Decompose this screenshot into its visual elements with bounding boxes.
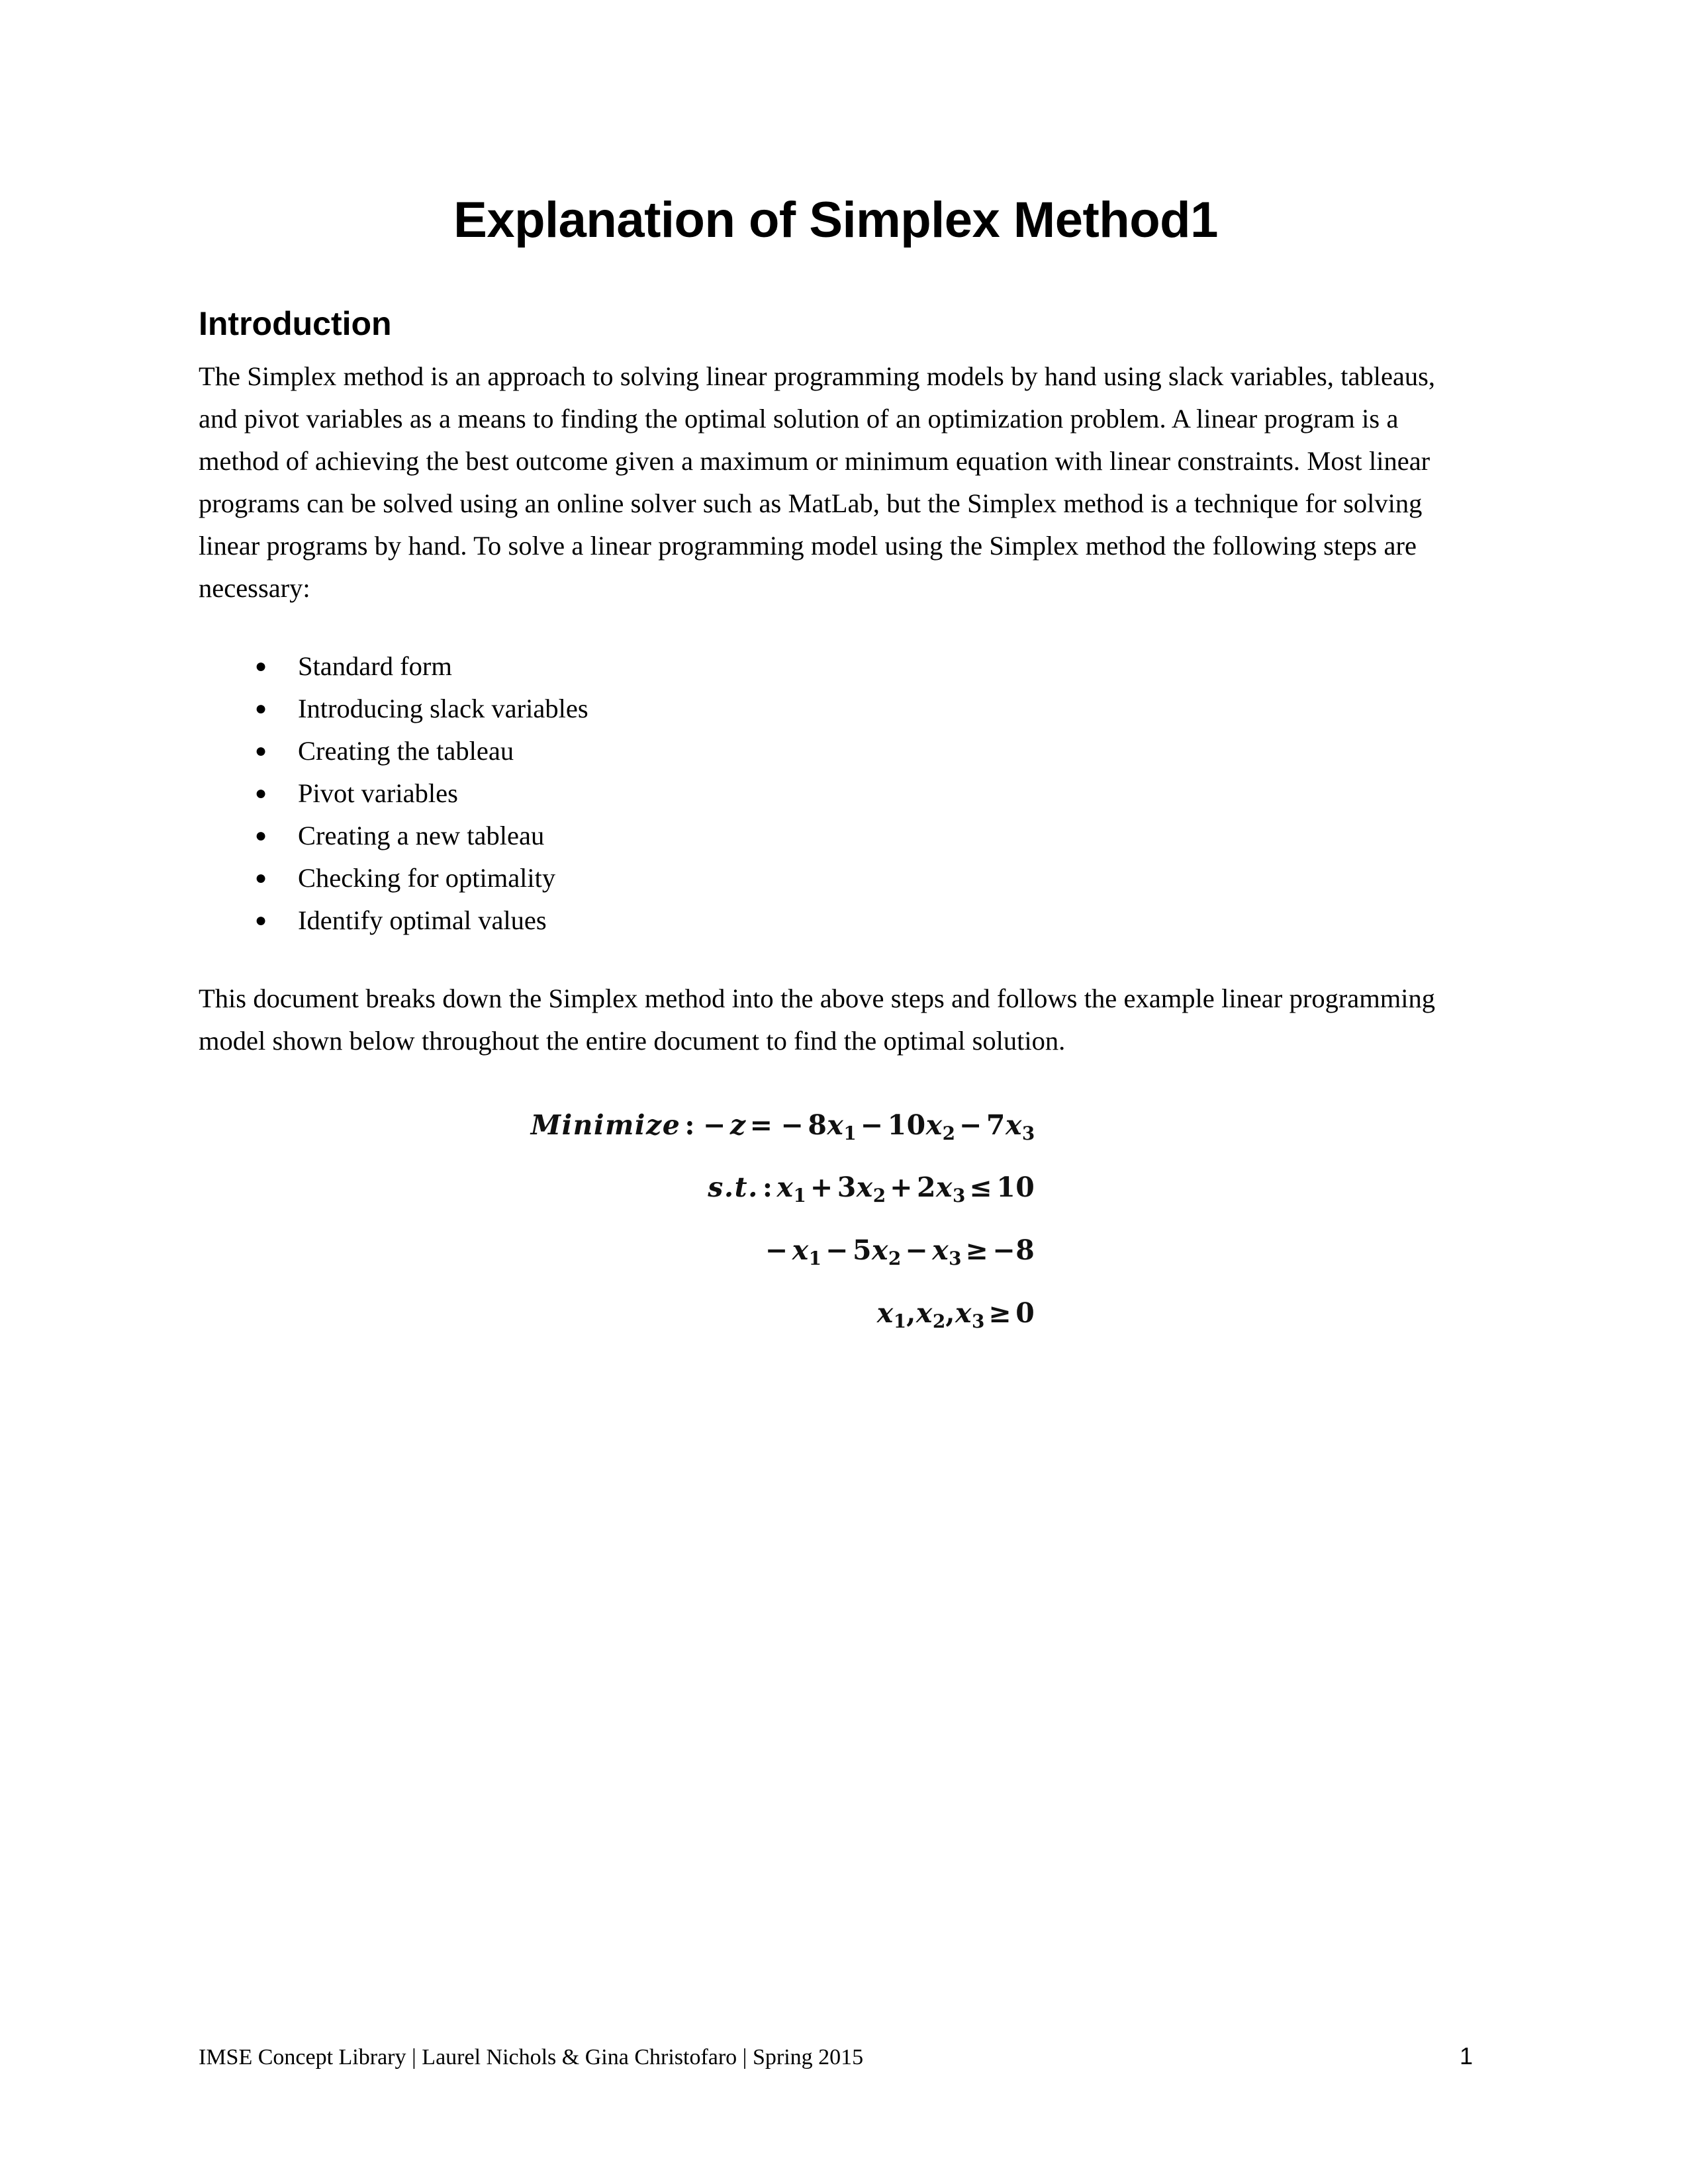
- coefficient: 5: [852, 1234, 872, 1267]
- spacer: [199, 610, 1473, 645]
- subscript: 2: [942, 1122, 956, 1144]
- minus-sign: −: [780, 1109, 804, 1141]
- subscript: 2: [872, 1185, 886, 1207]
- variable: x: [871, 1234, 888, 1267]
- minus-sign: −: [860, 1109, 884, 1141]
- list-item-label: Creating a new tableau: [298, 820, 545, 850]
- subscript: 1: [808, 1248, 822, 1269]
- bullet-icon: ●: [255, 655, 267, 677]
- list-item: [199, 730, 1473, 772]
- page-footer: [199, 2042, 1473, 2072]
- coefficient: 10: [887, 1109, 926, 1141]
- page-title: Explanation of Simplex Method1: [453, 192, 1218, 248]
- introduction-paragraph-1: The Simplex method is an approach to solving linear programming models by hand using slack variables, tableaus, and pivot variables as a means to finding the optimal solution of an optimization problem. A linear program is a method of achieving the best outcome given a maximum or minimum equation with linear constraints. Most linear programs can be solved using an online solver such as MatLab, but the Simplex method is a technique for solving linear programs by hand. To solve a linear programming model using the Simplex method the following steps are necessary:: [199, 361, 1436, 603]
- variable: x: [925, 1109, 943, 1141]
- coefficient: 3: [837, 1171, 857, 1204]
- plus-sign: +: [890, 1171, 913, 1204]
- minus-sign: −: [905, 1234, 929, 1267]
- variable-z: z: [729, 1109, 746, 1141]
- subscript: 3: [972, 1310, 985, 1332]
- bullet-icon: ●: [255, 866, 267, 889]
- list-item: [199, 688, 1473, 730]
- list-item: [199, 645, 1473, 688]
- objective-keyword: Minimize: [530, 1109, 681, 1141]
- subscript: 3: [952, 1185, 966, 1207]
- comma: ,: [906, 1297, 916, 1329]
- subscript: 3: [949, 1248, 962, 1269]
- spacer: [199, 1062, 1473, 1098]
- subscript: 3: [1021, 1122, 1035, 1144]
- equation-constraint-1: [531, 1160, 1035, 1223]
- minus-sign: −: [825, 1234, 849, 1267]
- simplex-steps-list: [199, 645, 1473, 942]
- subscript: 1: [843, 1122, 857, 1144]
- page-number: 1: [1459, 2042, 1473, 2070]
- variable: x: [776, 1171, 794, 1204]
- equation-nonnegativity: [531, 1286, 1035, 1349]
- variable: x: [792, 1234, 809, 1267]
- list-item-label: Checking for optimality: [298, 862, 556, 893]
- list-item-label: Introducing slack variables: [298, 693, 588, 723]
- subject-to-keyword: s.t.: [708, 1171, 759, 1204]
- list-item: [199, 772, 1473, 815]
- equals-sign: =: [749, 1109, 773, 1141]
- variable: x: [1005, 1109, 1022, 1141]
- variable: x: [936, 1171, 953, 1204]
- greater-than-or-equal-icon: ≥: [965, 1234, 989, 1267]
- comma: ,: [945, 1297, 956, 1329]
- rhs-value: 10: [996, 1171, 1035, 1204]
- introduction-paragraph-2: This document breaks down the Simplex method into the above steps and follows the example linear programming model shown below throughout the entire document to find the optimal solution.: [199, 983, 1436, 1056]
- list-item-label: Creating the tableau: [298, 735, 514, 766]
- less-than-or-equal-icon: ≤: [969, 1171, 993, 1204]
- subscript: 2: [888, 1248, 902, 1269]
- variable: x: [876, 1297, 894, 1329]
- list-item-label: Pivot variables: [298, 778, 458, 808]
- variable: x: [955, 1297, 972, 1329]
- plus-sign: +: [810, 1171, 833, 1204]
- subscript: 2: [932, 1310, 946, 1332]
- bullet-icon: ●: [255, 824, 267, 846]
- list-item: [199, 815, 1473, 857]
- footer-credits: IMSE Concept Library | Laurel Nichols & Gina Christofaro | Spring 2015: [199, 2045, 864, 2070]
- section-heading-introduction: Introduction: [199, 305, 392, 343]
- equation-objective: [531, 1098, 1035, 1161]
- list-item: [199, 857, 1473, 899]
- bullet-icon: ●: [255, 697, 267, 719]
- linear-program-model: [199, 1098, 1473, 1349]
- greater-than-or-equal-icon: ≥: [988, 1297, 1012, 1329]
- equation-constraint-2: [531, 1223, 1035, 1286]
- subscript: 1: [793, 1185, 806, 1207]
- subscript: 1: [893, 1310, 907, 1332]
- variable: x: [915, 1297, 933, 1329]
- variable: x: [856, 1171, 873, 1204]
- variable: x: [827, 1109, 844, 1141]
- list-item-label: Identify optimal values: [298, 905, 547, 935]
- rhs-value: 0: [1015, 1297, 1035, 1329]
- rhs-value: −8: [992, 1234, 1035, 1267]
- minus-sign: −: [959, 1109, 982, 1141]
- bullet-icon: ●: [255, 739, 267, 762]
- variable: x: [932, 1234, 949, 1267]
- minus-sign: −: [703, 1109, 726, 1141]
- colon: :: [684, 1109, 695, 1141]
- equation-stack: [531, 1098, 1141, 1349]
- minus-sign: −: [765, 1234, 788, 1267]
- list-item-label: Standard form: [298, 651, 452, 681]
- colon: :: [762, 1171, 773, 1204]
- list-item: [199, 899, 1473, 942]
- coefficient: 8: [808, 1109, 827, 1141]
- bullet-icon: ●: [255, 782, 267, 804]
- spacer: [199, 942, 1473, 978]
- coefficient: 7: [986, 1109, 1006, 1141]
- bullet-icon: ●: [255, 909, 267, 931]
- coefficient: 2: [916, 1171, 937, 1204]
- page-content: [199, 192, 1473, 1349]
